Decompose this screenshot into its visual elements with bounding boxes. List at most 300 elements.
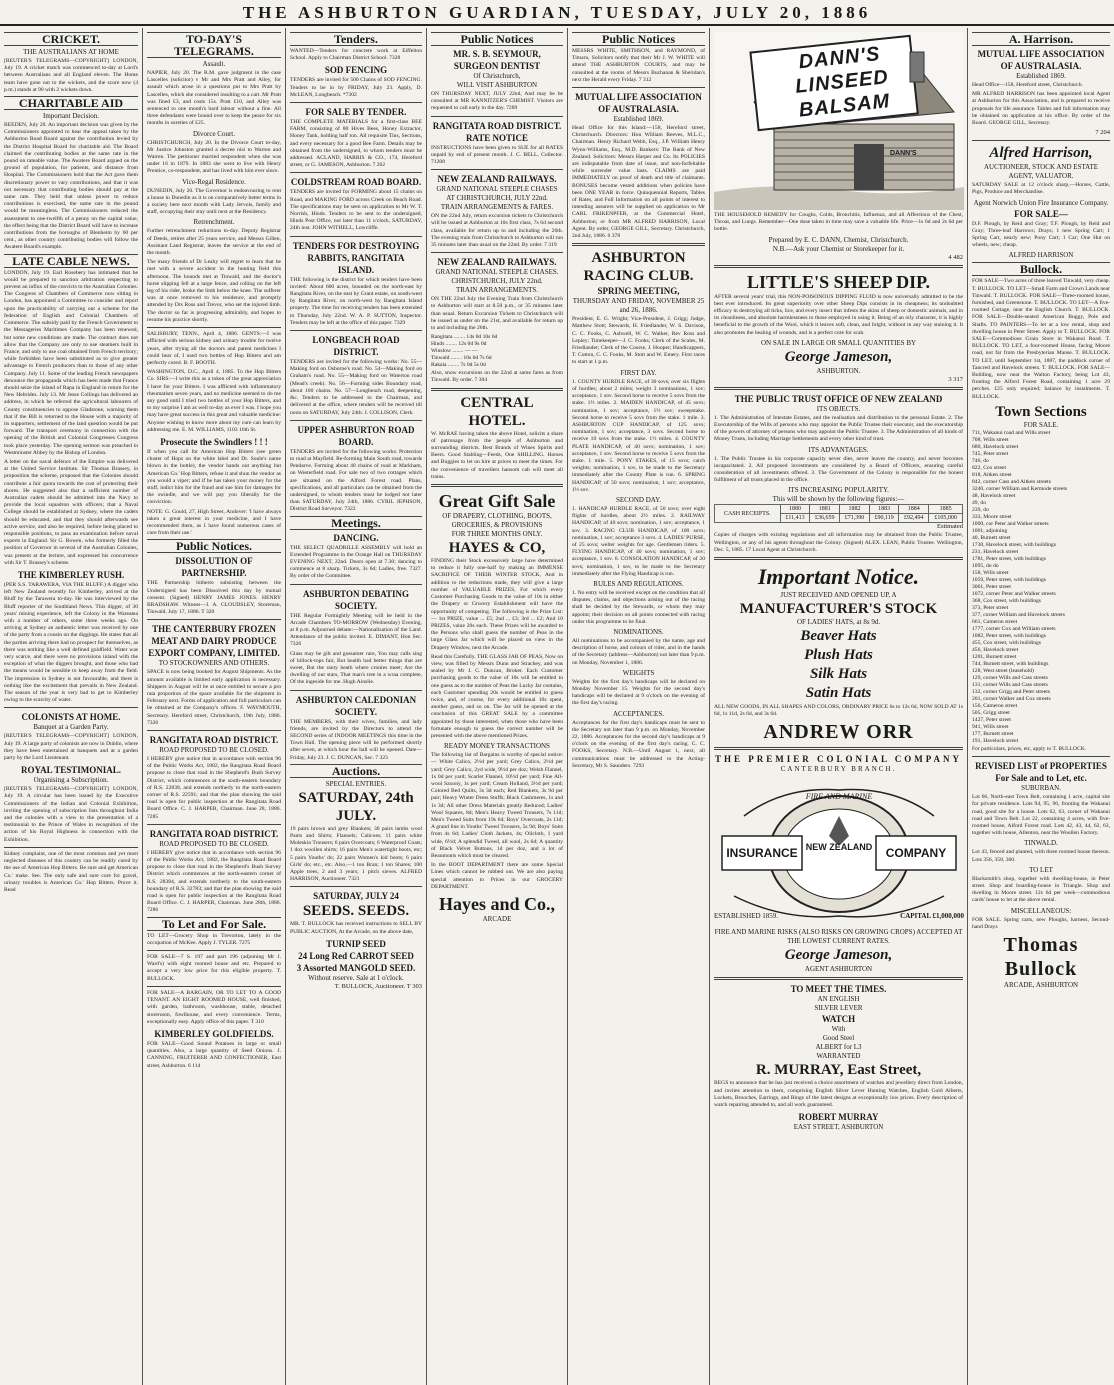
crest-established: ESTABLISHED 1859. bbox=[714, 912, 778, 921]
properties-subheading: TO LET bbox=[1029, 865, 1053, 874]
town-section-item: 661, Cameron street bbox=[972, 618, 1018, 625]
section-heading: Meetings. bbox=[290, 516, 422, 530]
receipt-amount: £105,000 bbox=[929, 514, 963, 523]
agent-name: George Jameson, bbox=[784, 947, 893, 964]
sale-merchant: HAYES & CO, bbox=[448, 540, 546, 557]
auction-signature: T. BULLOCK, Auctioneer. T 303 bbox=[334, 982, 422, 990]
section-heading: Public Notices bbox=[431, 32, 563, 46]
section-subheading: Vice-Regal Residence. bbox=[182, 177, 246, 186]
auction-item: 24 Long Red CARROT SEED bbox=[298, 950, 414, 961]
advertisement-text: WASHINGTON, D.C., April 4, 1885. To the Hop Bitters Co. SIRS:—I write this as a token of the great appreciation I have for your Bitters. I was afflicted with inflammatory rheumatism seven years, and no medicine seemed to do me any good until I tried two bottles of your Hop Bitters, and to my surprise I am as well to-day as ever I was. I hope you may have great success in this great and valuable medicine: Anyone wishing to know more about my cure can learn by addressing me. E. M. WILLIAMS, 1103 16th St. bbox=[147, 369, 281, 433]
divider bbox=[431, 388, 563, 391]
notice-heading: ASHBURTON RACING CLUB. bbox=[583, 250, 694, 285]
notice-heading: RANGITATA ROAD DISTRICT. RATE NOTICE bbox=[432, 120, 562, 143]
sheep-dip-sale: ON SALE IN LARGE OR SMALL QUANTITIES BY bbox=[760, 338, 917, 347]
receipt-year: 1885 bbox=[929, 505, 963, 514]
notice-heading: NEW ZEALAND RAILWAYS. bbox=[437, 257, 557, 268]
section-subheading: Banquet at a Garden Party. bbox=[33, 723, 109, 732]
article-text: (PER S.S. TARAWERA, VIA THE BLUFF.) A digger who left New Zealand recently for Kimberley, arrived at the Bluff by the Tarawera to-day. He was interviewed by the Bluff reporter of the Southland News. This digger, of 30 years' mining experience, left the Colony in the Wareatea with a number of others, some three weeks ago. On arriving at Sydney an authentic letter was received by one of the party from a cousin on the diggings. He states that all the parties arriving there had no prospect for themselves, as there was nothing like a well defined goldfield. Water was very scarce, and there were no provisions inland with the exception of what the diggers brought, and those who had the means would be sensible to keep away from the field. The impression in Sydney is not favourable, and there is nothing like the excitement that prevails in New Zealand. The season of the year is very bad to get to Kimberley owing to the scarcity of water. bbox=[4, 582, 138, 704]
jeweller-text: BEGS to announce that he has just received a choice assortment of watches and jewellery direct from London, and invites attention to them, comprising English Silver Lever Hunting Watches, English Gold Alberts, Lockets, Brooches, Earrings, and Rings of the latest designs at exceptionally low prices. Every description of watch repairing attended to, and all work guaranteed. bbox=[714, 1080, 963, 1109]
divider bbox=[714, 747, 963, 750]
insurance-crest bbox=[714, 776, 963, 926]
hats-price: OF LADIES' HATS, at 8s 9d. bbox=[796, 618, 881, 627]
section-subheading: THE AUSTRALIANS AT HOME bbox=[23, 48, 119, 56]
properties-text: Blacksmith's shop, together with dwelling-house, in Peter street. Shop and boarding-house in Triangle. Shop and dwelling in Moore street. 12s 6d per week—commodious cards' house to let at the above rental. bbox=[972, 875, 1110, 904]
receipts-note: Estimated bbox=[937, 523, 963, 531]
town-section-item: 131, corner Wills and Cass streets bbox=[972, 681, 1048, 688]
for-sale-agent: ALFRED HARRISON bbox=[1008, 251, 1074, 260]
section-heading: COLONISTS AT HOME. bbox=[21, 712, 121, 723]
sale-subheading: READY MONEY TRANSACTIONS bbox=[444, 742, 550, 751]
divider bbox=[290, 886, 422, 887]
divider bbox=[572, 87, 705, 88]
watch-line: With bbox=[831, 1025, 846, 1034]
divider bbox=[4, 847, 138, 848]
notice-text: All nominations to be accompanied by the name, age and description of horse, and colours of rider, and in the hands of the Secretary (address—Ashburton) not later than 9 p.m. on Monday, November 1, 1886. bbox=[572, 637, 705, 666]
hat-type: Satin Hats bbox=[805, 685, 872, 702]
notice-text: 1. HANDICAP HURDLE RACE, of 50 sovs; over eight flights of hurdles, about 2½ miles. 2. RAILWAY HANDICAP, of 40 sovs; nomination, 1 sov; acceptance, 1 sov. 3. RACING CLUB HANDICAP, of 100 sovs; nomination, 1 sov; acceptance 3 sovs. 4. LADIES' PURSE, of 25 sovs; welter weights for age. Gentlemen riders. 5. FLYING HANDICAP, of 40 sovs; nomination, 1 sov; acceptance, 1 sov. 6. CONSOLATION HANDICAP, of 20 sovs; nomination, 1 sov, to be made to the Secretary immediately after the Flying Handicap is run. bbox=[572, 505, 705, 577]
properties-text: Lot 66, North-east Town Belt, containing 1 acre, capital site for private residence. Lots 94, 95, 96, fronting the Wakanui road, good site for a house. Lots 62, 63, corner of Wakanui road and Town Belt. Lot 22, containing 4 acres, with five-roomed house, Alford Forest road. Lots 42, 43, 44, 62, 63, together with house, Allenton, near the Woollen Factory. bbox=[972, 794, 1110, 837]
article-text: CHRISTCHURCH, July 20. In the Divorce Court to-day, Mr Justice Johnston granted a decree nisi to Warren and Warren. The petitioner married respondent when she was under 16 in 1879. In 1883 she went to live with Henry Prentice, co-respondent, and has lived with him ever since. bbox=[147, 139, 281, 175]
public-trust-subheading: ITS INCREASING POPULARITY. bbox=[788, 486, 889, 495]
notice-heading: KIMBERLEY GOLDFIELDS. bbox=[154, 1028, 274, 1039]
crest-capital: CAPITAL £1,000,000 bbox=[900, 912, 964, 921]
notice-subheading: SECOND DAY. bbox=[615, 495, 662, 504]
article-text: A letter on the naval defence of the Empire was delivered at the United Service Institute. Sir Thomas Brassey, in proposition the scheme, proposed that the Colonies should contribute a fair quota towards the cost of protecting their shores. He suggested also that a sufficient number of Australian cadets should be admitted into the Navy to provide the local squadron with officers; that a Naval College should be established at Sydney, where the cadets should be educated, and that they should afterwards see active service, and also be required, before being placed to responsible positions, to pass an examination before naval experts in England. Sir G. Bowen, who formerly filled the position of Governor in several of the Australian Colonies, was present at the lecture, and expressed his concurrence with Sir T. Brassey's scheme. bbox=[4, 458, 138, 566]
fare-row: Winslow ........ — — bbox=[431, 348, 478, 355]
section-heading: Prosecute the Swindlers ! ! ! bbox=[160, 436, 268, 447]
notice-heading: DANCING. bbox=[333, 532, 379, 543]
notice-text: I HEREBY give notice that in accordance with section 96 of the Public Works Act, 1882, the Rangitata Road Board propose to close that road in the Shepherd's Bush Survey District, which commences at the south-eastern boundary of R.S. 22838, and extends northerly to the north-eastern corner of R.S. 22591; and that the plan showing the said road is open for public inspection at the Rangitata Road Board Office. C. J. HARPER, Chairman. June 28, 1886. 7285 bbox=[147, 756, 281, 820]
advert-number: 7 204 bbox=[1095, 129, 1110, 137]
divider bbox=[147, 986, 281, 987]
article-text: [REUTER'S TELEGRAMS—COPYRIGHT] LONDON, July 19. A large party of colonists are now in Dublin, where they have been entertained at banquets and at a garden party by the Lord Lieutenant. bbox=[4, 733, 138, 762]
notice-subheading: CHRISTCHURCH, JULY 22nd. bbox=[451, 277, 543, 286]
agent-town: ASHBURTON. bbox=[816, 366, 861, 375]
hats-stock: MANUFACTURER'S STOCK bbox=[739, 601, 938, 618]
hats-intro: JUST RECEIVED AND OPENED UP, A bbox=[780, 591, 897, 600]
notice-text: ON THURSDAY NEXT, JULY 22nd, And may be be consulted at MR KANNITZER'S CHEMIST. Visitors are requested to call early in the day. 7289 bbox=[431, 91, 563, 112]
meeting-text: THE SELECT QUADRILLE ASSEMBLY will hold an Extended Programme in the Orange Hall on THURSDAY EVENING NEXT, 22nd. Doors open at 7.30; dancing to commence at 8 sharp. Tickets, 3s 6d; Ladies, free. 7327. By order of the Committee. bbox=[290, 544, 422, 580]
town-section-item: 711, Wakanui road and Wills street bbox=[972, 429, 1051, 436]
classified-text: FOR SALE—7 S. 197 and part 196 (adjoining Mr J. Ward's) with eight roomed house and etc. Prepared to accept a very low price for this eligible property. T. BULLOCK. bbox=[147, 954, 281, 982]
sale-text: FINDING their Stock excessively large have determined to reduce it fully one-half by making an IMMENSE SACRIFICE OF THEIR WINTER STOCK, And in addition to the reductions made, they will give a large number of VALUABLE PRIZES, For which every Customer Purchasing Goods to the value of 10s in either the Drapery or Grocery Establishment will have the opportunity of competing. The following is the Prize List:— 1st PRIZE, value ... £5; 2nd ... £3; 3rd ... £2; And 10 PRIZES, value 20s each. These Prizes will be awarded to the Persons who shall guess the number of Peas in the large Glass Jar which will be placed on view in the Drapery Window, next the Arcade. bbox=[431, 558, 563, 651]
auctioneer-text: SATURDAY SALE at 12 o'clock sharp,—Horses, Cattle, Pigs, Produce and Merchandise. bbox=[972, 182, 1110, 196]
divider bbox=[431, 252, 563, 253]
notice-heading: ASHBURTON CALEDONIAN SOCIETY. bbox=[295, 694, 417, 717]
sheep-dip-heading: LITTLE'S SHEEP DIP. bbox=[747, 271, 930, 292]
public-trust-text: Copies of charges with existing regulations and all information may be obtained from the Public Trustee, Wellington, or any of his agents throughout the Colony. (Signed) ALEX. LEAN, Public Trustee. Wellington, Dec. 5, 1885. 17 Local Agent at Christchurch. bbox=[714, 532, 963, 553]
town-section-item: 239, do bbox=[972, 506, 989, 513]
auctioneer-title: AUCTIONEER, STOCK AND ESTATE AGENT, VALUATOR. bbox=[983, 163, 1099, 181]
section-heading: Bullock. bbox=[972, 262, 1110, 276]
notice-subheading: WILL VISIT ASHBURTON bbox=[456, 81, 538, 89]
town-section-item: 132, corner Grigg and Peter streets bbox=[972, 688, 1050, 695]
merchant-name: ANDREW ORR bbox=[763, 721, 914, 744]
column-4 bbox=[427, 28, 568, 1385]
notice-subheading: Of Christchurch, bbox=[473, 72, 521, 80]
town-section-item: 368, Cox street, with buildings bbox=[972, 597, 1041, 604]
town-section-item: 1000, cor Peter and Walker streets bbox=[972, 520, 1049, 527]
article-text: Kidney complaint, one of the most common and yet most neglected diseases of this country can be readily cured by the use of American Hop Bitters. Be sure and get American Co.' make. See. The only safe and sure cure for gravel, urinary troubles is American Co.' Hop Bitters. Prove it. Read bbox=[4, 850, 138, 893]
notice-heading: SOD FENCING bbox=[324, 65, 388, 76]
section-heading: Tenders. bbox=[290, 32, 422, 46]
crest-right-text: COMPANY bbox=[885, 846, 947, 861]
hat-type: Silk Hats bbox=[809, 666, 868, 683]
auction-item: 3 Assorted MANGOLD SEED. bbox=[296, 962, 416, 973]
receipt-year: 1883 bbox=[869, 505, 899, 514]
hats-list bbox=[714, 627, 963, 703]
tender-text: TENDERS are invited for 500 Chains of SOD FENCING. Tenders to be in by FRIDAY, July 23. Apply, D. McLEAN, Longbeach. *7302 bbox=[290, 77, 422, 98]
town-section-item: 333, Moore street bbox=[972, 513, 1012, 520]
crest-name: NEW ZEALAND bbox=[805, 842, 873, 853]
fare-row: Rakaia ........ 7s 0d 5s 0d bbox=[431, 362, 486, 369]
town-section-item: 505, Grigg street bbox=[972, 709, 1010, 716]
divider bbox=[714, 387, 963, 390]
notice-text: President, E. G. Wright; Vice-President, J. Grigg; Judge, Matthew Stott; Stewards, H. Friedlander, W. S. Davison, C. C. Fooks, C. Ashwell, W. C. Walker, Rev Ross and Lepley; Timekeeper—J. C. Fooks; Clerk of the Scales, M. Friedlander; Clerk of the Course, J. Hooper; Handicappers, T. Cotton, C. C. Fooks, M. Stott and W. Emery. First races to start at 1 p.m. bbox=[572, 316, 705, 366]
advertisement-text: SALISBURY, TENN., April 4, 1886. GENTS:—I was afflicted with serious kidney and urinary trouble for twelve years, after trying all the doctors and patent medicines I could hear of, I used two bottles of Hop Bitters and am perfectly cured. B. F. BOOTH. bbox=[147, 331, 281, 366]
divider bbox=[290, 420, 422, 421]
newspaper-title: THE ASHBURTON GUARDIAN, TUESDAY, JULY 20, 1886 bbox=[242, 3, 872, 22]
town-section-item: 377, corner William and Havelock streets bbox=[972, 611, 1065, 618]
receipt-amount: £90,119 bbox=[869, 514, 899, 523]
notice-text: MR ALFRED HARRISON has been appointed local Agent at Ashburton for this Association, and is prepared to receive proposals for life assurance. Tables and full information may be obtained on application at his office. By order of the Board. GEORGE GILL, Secretary. bbox=[972, 91, 1110, 127]
hats-text: ALL NEW GOODS, IN ALL SHAPES AND COLORS, ORDINARY PRICE 6s to 12s 6d, NOW SOLD AT 1s 6d, 1s 11d, 2s 6d, and 3s 6d. bbox=[714, 704, 963, 718]
divider bbox=[572, 243, 705, 246]
town-sections-note: For particulars, prices, etc, apply to T. BULLOCK. bbox=[972, 745, 1087, 752]
notice-text: I HEREBY give notice that in accordance with section 96 of the Public Works Act, 1882, the Rangitata Road Board propose to close that road in the Shepherd's Bush Survey District which commences at the north-eastern corner of R.S. 28384, and extends northerly to the south-eastern boundary of R.S. 32783; and that the plan showing the said road is open for public inspection at the Rangitata Road Board Office. C. J. HARPER, Chairman. June 28th, 1886. 7286 bbox=[147, 849, 281, 914]
town-section-item: 48, Havelock street bbox=[972, 492, 1016, 499]
column-7 bbox=[968, 28, 1114, 1385]
town-section-item: 1095, do do bbox=[972, 562, 999, 569]
town-sections-subheading: FOR SALE. bbox=[1023, 420, 1059, 429]
receipt-amount: £71,390 bbox=[840, 514, 870, 523]
column-3 bbox=[286, 28, 427, 1385]
sale-merchant: Hayes and Co., bbox=[438, 894, 555, 915]
column-2 bbox=[143, 28, 286, 1385]
town-section-item: 1427, Peter street bbox=[972, 716, 1011, 723]
tender-text: THE following is the district for which tenders have been invited: About 600 acres, bounded on the north-east by Rangitata River, on the east by Grant estate, on south-west by Rangitata River, on north-west by Rangitata Island property. The time for receiving tenders has been extended to Thursday, July 22nd. W. A. P. SUTTON, Inspector. Tenders may be left at the office of this paper. 7329 bbox=[290, 276, 422, 326]
town-section-item: 3240, corner William and Kermode streets bbox=[972, 485, 1068, 492]
meeting-text: THE MEMBERS, with their wives, families, and lady friends, are invited by the Directors to attend the SECOND series of INDOOR MEETINGS this time in the Town Hall. The opening piece will be performed shortly after seven, at which hour the hall will be opened. Date—Friday, July 23. J. C. DUNCAN, Sec. 7 323 bbox=[290, 718, 422, 761]
town-sections-heading: Town Sections bbox=[995, 403, 1087, 420]
section-heading: LATE CABLE NEWS. bbox=[4, 254, 138, 268]
town-section-item: 1001, adjoining bbox=[972, 527, 1008, 534]
divider bbox=[290, 584, 422, 585]
town-section-item: 1201, Burnett street bbox=[972, 653, 1017, 660]
important-notice-heading: Important Notice. bbox=[757, 564, 920, 590]
notice-text: MESSRS WHITE, SMITHSON, and RAYMOND, of Timaru, Solicitors notify that their Mr J. W. WHITE will attend THE ASHBURTON COURTS, and may be consulted at the rooms of Messrs Buchanan & Sheridan's next the Herald every Friday. 7 312 bbox=[572, 48, 705, 83]
notice-heading: UPPER ASHBURTON ROAD BOARD. bbox=[297, 424, 415, 447]
notice-subheading: SPECIAL ENTRIES. bbox=[325, 779, 387, 788]
poem-text: Glass may be gilt and gossamer rare, You may calls sing of hillock-tops fair, But health had better things that are sweet, But the ranty heath where cronies meet; Are the dwelling of our stars, That man's tree in a wraa complete, Of the ingeside for me. Hugh Ainslie. bbox=[290, 650, 422, 686]
column-1 bbox=[0, 28, 143, 1385]
divider bbox=[290, 172, 422, 173]
town-section-item: 128, West street (leasehold) bbox=[972, 667, 1034, 674]
agent-town: AGENT ASHBURTON bbox=[804, 965, 873, 974]
notice-subheading: RULES AND REGULATIONS. bbox=[593, 579, 684, 588]
properties-text: Lot 43, fenced and planted, with three roomed house thereon. Lots 356, 358, 360. bbox=[972, 849, 1110, 863]
notice-heading: SURGEON DENTIST bbox=[453, 61, 541, 71]
insurance-text: FIRE AND MARINE RISKS (ALSO RISKS ON GROWING CROPS) ACCEPTED AT THE LOWEST CURRENT RATES. bbox=[714, 928, 963, 946]
divider bbox=[714, 265, 963, 268]
advertisement-text: If when you call for American Hop Bitters (see green cluster of Hops on the white label and Dr. Soule's name blown in the bottle), the vendor hands out anything but American Co.' Hop Bitters, refuse it and shun the vendor as you would a viper; and if he has taken your money for the stuff, indict him for the fraud and sue him for damages for the swindle, and we will pay you liberally for the conviction. bbox=[147, 448, 281, 506]
divider bbox=[972, 140, 1110, 141]
watch-line: AN ENGLISH bbox=[817, 995, 860, 1004]
auctioneer-name: Alfred Harrison, bbox=[989, 145, 1093, 162]
town-section-item: 373, Peter street bbox=[972, 604, 1009, 611]
insurance-heading: THE PREMIER COLONIAL COMPANY bbox=[714, 754, 963, 765]
notice-text: SPACE is now being booked for August Shipments. As the amount available is limited early application is necessary. Shippers in August will be at once entitled to secure a pro rata proportion of the space available for the shipment in February next. Forms of application and full particulars can be obtained at the Company's offices. F. WAYMOUTH, Secretary. Hereford street, Christchurch, 19th July, 1886. 7326 bbox=[147, 669, 281, 726]
auction-date: SATURDAY, JULY 24 bbox=[313, 891, 399, 902]
notice-heading: LONGBEACH ROAD DISTRICT. bbox=[312, 335, 400, 358]
divider bbox=[431, 116, 563, 117]
article-text: DUNEDIN, July 20. The Governor is endeavouring to rent a house in Dunedin as it is on comparatively better terms in a society here next month with Lady Jervois, family and staff, occupying their stay until next at the Residency. bbox=[147, 187, 281, 216]
section-heading: CHARITABLE AID bbox=[4, 96, 138, 110]
sale-subheading: OF DRAPERY, CLOTHING, BOOTS, GROCERIES, & PROVISIONS bbox=[442, 512, 552, 530]
town-section-item: 156, Cameron street bbox=[972, 702, 1018, 709]
town-section-item: 455, Cox street, with buildings bbox=[972, 639, 1041, 646]
notice-heading: RANGITATA ROAD DISTRICT. bbox=[149, 828, 279, 839]
watch-line: Good Steel bbox=[822, 1034, 855, 1043]
notice-heading: MR. S. B. SEYMOUR, bbox=[453, 49, 541, 59]
fare-row: Rangitata ........ 14s 0d 10s 6d bbox=[431, 334, 498, 341]
hotel-text: W. McRAE having taken the above Hotel, solicits a share of patronage from the people of Ashburton and surrounding districts. Best Brands of Wines Spirits and Beers. Good Stabling—Feeds, One SHILLING. Horses and Buggies to let on hire at prices to meet the times. For the convenience of travellers hansom cab will meet all trains. bbox=[431, 430, 563, 480]
public-trust-text: 1. The Public Trustee in his corporate capacity never dies, never leaves the country, and never becomes incapacitated. 2. All proposed investments are considered by a Board of Officers, ensuring careful consideration of all investments offered. 3. The Government of the Colony is responsible for the honest fulfilment of all trusts placed in the office. bbox=[714, 455, 963, 484]
public-trust-subheading: ITS OBJECTS. bbox=[816, 404, 861, 413]
receipt-year: 1881 bbox=[810, 505, 840, 514]
divider bbox=[147, 619, 281, 620]
auction-heading: SEEDS. SEEDS. bbox=[302, 903, 410, 920]
notice-subheading: AT CHRISTCHURCH, JULY 22nd. bbox=[446, 194, 548, 203]
fares-table bbox=[431, 334, 563, 369]
notice-text: 1. No entry will be received except on the condition that all disputes, claims, and objections arising out of the racing shall be decided by the Stewards, or whom they may appoint; their decision on all points connected with racing under this programme to be final. bbox=[572, 589, 705, 625]
notice-subheading: SPRING MEETING, bbox=[597, 286, 680, 297]
for-sale-text: D.F. Plough, by Reid and Gray; T.F. Plough, by Reid and Gray; Three-leaf Harrows; Drays; 1 new Spring Cart; 1 Spring Cart, nearly new; Pony Cart; 1 Car; One Hut on wheels, new; cheap. bbox=[972, 220, 1110, 249]
town-section-item: 1781, Peter street, with buildings bbox=[972, 555, 1046, 562]
auction-item: TURNIP SEED bbox=[326, 938, 386, 949]
column-6 bbox=[710, 28, 968, 1385]
divider bbox=[714, 557, 963, 560]
notice-subheading: Established 1869. bbox=[613, 115, 664, 124]
divider bbox=[147, 824, 281, 825]
article-text: The many friends of Dr Leahy will regret to learn that he met with a severe accident in the hunting field this afternoon. The hounds met at Tinwald, and the doctor's horse slipping fell at a large fence, and rolling on the left leg of his rider, broke the limb below the knee. The sufferer was at once removed to his residence, and promptly attended by Drs Ross and Trevor, who set the injured limb. The doctor so far is progressing admirably, and hopes to resume his practice shortly. bbox=[147, 259, 281, 323]
properties-subheading: MISCELLANEOUS: bbox=[1010, 906, 1072, 915]
hat-type: Plush Hats bbox=[804, 647, 873, 664]
fare-row: Tinwald ........ 10s 0d 7s 6d bbox=[431, 355, 492, 362]
for-sale-heading: FOR SALE— bbox=[1014, 208, 1068, 219]
classified-text: FOR SALE—Good Sound Potatoes in large or small quantities. Also, a large quantity of Seed Onions. J. CANNING, FRUITERER AND CONFECTIONER, East street, Ashburton. 6 114 bbox=[147, 1040, 281, 1069]
crest-left-text: INSURANCE bbox=[726, 846, 798, 861]
town-section-item: 191, Havelock street bbox=[972, 737, 1019, 744]
receipt-year: 1882 bbox=[840, 505, 870, 514]
receipt-amount: £11,413 bbox=[780, 514, 810, 523]
properties-subheading: TINWALD. bbox=[1024, 839, 1058, 848]
receipt-year: 1884 bbox=[899, 505, 929, 514]
notice-text: Also, snow excursions on the 22nd at same fares as from Tinwald. By order. 7 304 bbox=[431, 370, 563, 384]
properties-heading: REVISED LIST of PROPERTIES For Sale and to Let, etc. bbox=[975, 761, 1107, 784]
town-section-item: 40, Burnett street bbox=[972, 534, 1011, 541]
article-text: LONDON, July 19. Earl Rosebery has intimated that he would be prepared to sanction arbitration respecting to prevent an influx of the convicts to the Australian Colonies. The Congress of Chambers of Commerce now sitting in London, has appointed a Committee to consider and report upon the practicability of carrying out a scheme for the federation of English and Colonial Chambers of Commerce. The subsidy paid by the French Government to the Messageries Maritimes Company has been renewed, but some new conditions are made. The contract does not allow that the Company are only to use steamers built in France, and only to use coal obtained from French territory; while forbidden have been substituted as to give greater advantage to French producers than to those of any other Company. July 11. Some of the leading French newspapers denounce the propaganda which has been made that France should seize the island of Rapa in England in return for the New Hebrides. July 13. Mr Jesse Collings has delivered an address, in which he referred the agricultural labourers of County constituencies to oppose Gladstone, warning them that if the Bill is returned to the House with a majority of its supporters, settlement of the land question would be put forward. The transport ceremony in connection with the opening of the British and Colonial Congresses Congress took place yesterday. The opening sermon was preached in Westminster Abbey by the Bishop of London. bbox=[4, 269, 138, 456]
notice-heading: NEW ZEALAND RAILWAYS. bbox=[437, 174, 557, 185]
divider bbox=[147, 950, 281, 951]
town-section-item: 1777, corner Cox and William streets bbox=[972, 625, 1056, 632]
town-section-item: 129, corner Wills and Cass streets bbox=[972, 674, 1048, 681]
sale-text: Read this Carefully. THE GLASS JAR OF PEAS, Now on view, was filled by Messrs Dunn and Strachey, and was sealed by Mr J. C. Duncan, Broker. Each Customer purchasing goods to the value of 10s will be entitled to one guess as to the number of Peas the Lucky Jar contains, each Customer spending 20s would be entitled to guess twice, and, of course, for every additional 10s spent, another guess, and so on. The Jar will be opened at the conclusion of this GREAT SALE by a committee appointed by those interested, when those who have been fortunate enough to guess the correct number will be presented with the above mentioned Prizes. bbox=[431, 653, 563, 739]
classified-text: FOR SALE—A BARGAIN, OR TO LET TO A GOOD TENANT. AN EIGHT ROOMED HOUSE, well finished, with garden, bathroom, washhouse, stable, detached storeroom, fowlhouse, and every convenience. Terms, exceptionally easy. Apply office of this paper. T 310 bbox=[147, 989, 281, 1025]
section-subheading: Organising a Subscription. bbox=[33, 776, 109, 785]
town-section-item: 680, Havelock street bbox=[972, 443, 1019, 450]
divider bbox=[4, 707, 138, 708]
auction-date: SATURDAY, 24th JULY. bbox=[298, 789, 414, 824]
notice-text: THE Partnership hitherto subsisting between the Undersigned has been Dissolved this day by mutual consent. (Signed) HENRY JAMES JONES. HENRY BRADSHAW. Witness—J. A. CLOUDSLEY, Storeman, Tinwald. July 17, 1886. T 320 bbox=[147, 580, 281, 616]
town-section-item: 1072, corner Peter and Walker streets bbox=[972, 590, 1056, 597]
notice-subheading: GRAND NATIONAL STEEPLE CHASES. bbox=[435, 268, 559, 277]
crest-top-text: FIRE AND MARINE bbox=[805, 792, 873, 802]
notice-heading: FOR SALE BY TENDER. bbox=[305, 107, 407, 118]
town-section-item: 201, corner Walker and Cox streets bbox=[972, 695, 1051, 702]
divider bbox=[147, 730, 281, 731]
auction-text: MR. T. BULLOCK has received instructions to SELL BY PUBLIC AUCTION, At the Arcade, on the above date, bbox=[290, 921, 422, 935]
watch-line: WARRANTED bbox=[816, 1052, 861, 1061]
section-heading: Public Notices bbox=[572, 32, 705, 46]
section-subheading: Important Decision. bbox=[43, 112, 99, 121]
town-section-item: 746, do bbox=[972, 457, 989, 464]
section-heading: THE KIMBERLEY RUSH. bbox=[17, 570, 125, 580]
notice-heading: TENDERS FOR DESTROYING RABBITS, RANGITATA ISLAND. bbox=[292, 240, 420, 275]
section-heading: Auctions. bbox=[290, 764, 422, 778]
notice-heading: COLDSTREAM ROAD BOARD. bbox=[290, 177, 422, 188]
town-section-item: 941, Wills street bbox=[972, 723, 1009, 730]
notice-heading: MUTUAL LIFE ASSOCIATION OF AUSTRALASIA. bbox=[977, 49, 1105, 71]
town-section-item: 231, Havelock street bbox=[972, 548, 1019, 555]
town-section-item: 842, corner Cass and Aitken streets bbox=[972, 478, 1051, 485]
town-section-item: 708, Wills street bbox=[972, 436, 1009, 443]
remedy-maker: Prepared by E. C. DANN, Chemist, Christchurch. bbox=[768, 235, 909, 244]
column-5 bbox=[568, 28, 710, 1385]
public-trust-subheading: ITS ADVANTAGES. bbox=[808, 445, 869, 454]
receipt-amount: £36,659 bbox=[810, 514, 840, 523]
notice-text: Head Office for this Island:—158, Hereford street, Christchurch. Directors: Hon William Reeves, M.L.C., Chairman. Henry Richard Webb, Esq., J.P. William Henry Wynn-Williams, Esq., M.D. Bankers: The Bank of New Zealand. Solicitors: Messrs Harper and Co. Its POLICIES are indisputable from date of issue, and non-forfeitable while surrender value lasts. CLAIMS are paid IMMEDIATELY on proof of death and title of claimants. BONUSES become vested additions when policies have been ONE YEAR in force. Quinquennial Reports, Tables of Rates, and Full Information on all points of interest to intending assurers will be supplied on application to Mr CARL FRIKENPFER, at the Commercial Hotel, Ashburton; or from MR ALFRED HARRISON, Local Agent. By order, GEORGE GILL, Secretary. Christchurch, 2nd July, 1886. 6 378 bbox=[572, 125, 705, 240]
tender-text: TENDERS are invited for FORMING about 15 chains on Road, and MAKING FORD across Creek on Beach Road. The specifications may be seen on application to Mr W. T. Norrish, Hinds. Tenders to be sent to the undersigned, Hinds Post Office, not later than 11 o'clock, SATURDAY, 24th inst. JOHN WITHELL, Lowcliffe. bbox=[290, 189, 422, 232]
divider bbox=[147, 327, 281, 328]
notice-subheading: ACCEPTANCES. bbox=[613, 709, 664, 718]
section-heading: ROYAL TESTIMONIAL. bbox=[20, 765, 122, 776]
section-heading: A. Harrison. bbox=[972, 32, 1110, 46]
classified-text: FOR SALE—Two acres of three leaved Tinwald, very cheap. T. BULLOCK. TO LET—Small Farm and Crown Lands near Tinwald. T. BULLOCK. FOR SALE—Three-roomed house, furnished, and Greenstone. T. BULLOCK. TO LET—A five-roomed Cottage, near the English Church. T. BULLOCK. FOR SALE—Double-seated American Buggy, Pole and Shafts. TO PAINTERS—To let at a low rental, shop and dwelling house in Peter Street. Apply to T. BULLOCK. FOR SALE—Commodious Grain Store in Wakanui Road. T. BULLOCK. TO LET, a four-roomed House, facing Moore road, not far from the Presbyterian Manse. T. BULLOCK. TO LET, until September 1st, 1887, the paddock corner of Tancred and Havelock streets. T. BULLOCK. FOR SALE—Building, now near the Walton Factory, being Lot 43, fronting the Alford Forest Road, containing 1 acre 29 perches. £25 only required; balance by instalments. T. BULLOCK. bbox=[972, 278, 1110, 400]
hat-type: Beaver Hats bbox=[800, 628, 877, 645]
town-section-item: 1059, Peter street, with buildings bbox=[972, 576, 1046, 583]
auctioneer-address: ARCADE, ASHBURTON bbox=[1003, 980, 1079, 989]
receipt-year: 1880 bbox=[780, 505, 810, 514]
notice-subheading: ROAD PROPOSED TO BE CLOSED. bbox=[159, 746, 269, 755]
insurance-subheading: CANTERBURY BRANCH. bbox=[780, 765, 897, 774]
auction-text: 19 pairs brown and grey Blankets; 30 pairs lambs wool Pants and Shirts; Flannels; Calicoes; 11 pairs white Moleskin Trousers; 6 pairs Overcoats; 6 Waterproof Coats; 1 doz woollen shirts; 16 pairs Men's watertight boots, etc; 5 pairs Youths' do; 22 pairs Women's kid boots; 6 pairs Girls' do; etc., etc. Also,—1 ton Bran; 1 ton Shares; 100 Apple trees, 2 and 3 years; 1 pitch sieves. ALFRED HARRISON, Auctioneer. 7321 bbox=[290, 825, 422, 883]
section-heading: CRICKET. bbox=[4, 32, 138, 46]
remedy-text: THE HOUSEHOLD REMEDY for Coughs, Colds, Bronchitis, Influenza, and all Affections of the Chest, Throat, and Lungs. Remember—One dose taken in time may save a valuable life. Price—1s 6d and 2s 6d per bottle. bbox=[714, 212, 963, 233]
public-trust-text: 1. The Administration of Intestate Estates, and the realisation and distribution to the personal Estate. 2. The Executorship of the Wills of persons who may appoint the Public Trustee their executor, and the executorship of the powers of attorney of persons who may appoint the Public Trustee. 3. The Administration of all kinds of Money Trusts, including Marriage Settlements and every other kind of trust. bbox=[714, 414, 963, 443]
advert-number: 4 482 bbox=[948, 253, 963, 261]
sale-address: ARCADE bbox=[482, 915, 512, 924]
notice-text: INSTRUCTIONS have been given to SUE for all RATES unpaid by end of present month. J. C. BELL, Collector. 71208 bbox=[431, 144, 563, 166]
receipts-label: CASH RECEIPTS. bbox=[715, 505, 781, 523]
divider bbox=[714, 977, 963, 980]
sale-text: In the BOOT DEPARTMENT there are some Special Lines which cannot be rubbed out. We are also paying special attention to Prices in our GROCERY DEPARTMENT. bbox=[431, 862, 563, 890]
notice-subheading: GRAND NATIONAL STEEPLE CHASES bbox=[436, 185, 558, 194]
jeweller-heading: R. MURRAY, East Street, bbox=[755, 1062, 922, 1079]
receipt-amount: £92,494 bbox=[899, 514, 929, 523]
town-section-item: 158, Wills street bbox=[972, 569, 1009, 576]
section-subheading: Divorce Court. bbox=[193, 129, 235, 138]
advertisement-text: NOTE: G. Gould, 27, High Street, Andover: 'I have always taken a great interest in your medicine, and I have recommended them, as I have found numerous cases of cure from their use.' bbox=[147, 508, 281, 537]
town-section-item: 3061, Peter street bbox=[972, 583, 1011, 590]
notice-heading: MUTUAL LIFE ASSOCIATION OF AUSTRALASIA. bbox=[575, 92, 702, 115]
notice-subheading: ROAD PROPOSED TO BE CLOSED. bbox=[159, 839, 269, 848]
article-text: BEEDEN, July 20. An important decision was given by the Commissioners appointed to hear the appeal taken by the Ashburton Road Board against the contribution levied by the District Hospital Board for charitable aid. The Board claimed the contributing bodies at the same rate in the pound on rateable value. The Awatere Board argued on the ground of population, for patients, and distance from Hospital. The Commissioners hold that the Act gave them discretionary power to vary contributions, and that it was not necessary that contributing bodies should pay at the same rate. They held that unless power to reduce contributions is exercised, the same rate in the pound would be meaningless. The Commissioners reduced the assessment to one-twelfth of a penny on the capital value, the effect being that the District Board will have to increase contributions from the boroughs of Blenheim by 60 per cent., as other country contributing bodies will follow the Awatere Board's example. bbox=[4, 122, 138, 251]
sale-heading: Great Gift Sale bbox=[438, 491, 556, 512]
remedy-note: N.B.—Ask your Chemist or Storekeeper for it. bbox=[772, 244, 905, 253]
notice-subheading: WEIGHTS bbox=[622, 668, 655, 677]
public-trust-note: This will be shown by the following figures:— bbox=[772, 495, 905, 504]
section-heading: To Let and For Sale. bbox=[147, 917, 281, 931]
public-trust-heading: THE PUBLIC TRUST OFFICE OF NEW ZEALAND bbox=[734, 393, 943, 404]
town-section-item: 1730, Havelock street, with buildings bbox=[972, 541, 1056, 548]
classified-text: TO LET—Grocery Shop in Trevorton, lately in the occupation of McKee. Apply J. TYLER. 7275 bbox=[147, 932, 281, 946]
auctioneer-name: Thomas Bullock bbox=[1003, 933, 1079, 980]
town-sections-list bbox=[972, 430, 1110, 745]
notice-text: Acceptances for the first day's handicaps must be sent to the Secretary not later than 9 p.m. on Monday, November 22, 1886. Acceptances for the second day's handicaps at 9 o'clock on the evening of the first day's racing. C. C. FOOKS, Secretary. N.B.—Until August 1, next, all communications must be addressed to the Acting-Secretary, Mr S. Saunders. 7293 bbox=[572, 719, 705, 769]
auctioneer-text: Agent Norwich Union Fire Insurance Company. bbox=[973, 198, 1109, 207]
watch-line: SILVER LEVER bbox=[814, 1004, 863, 1013]
bottle-label: DANN'S bbox=[890, 150, 917, 157]
agent-name: George Jameson, bbox=[784, 348, 893, 365]
town-section-item: 49, do bbox=[972, 499, 986, 506]
notice-subheading: TO STOCKOWNERS AND OTHERS. bbox=[158, 659, 270, 668]
watch-line: ALBERT for L3 bbox=[815, 1043, 862, 1052]
dann-linseed-balsam-illustration bbox=[714, 32, 963, 210]
jeweller-address: EAST STREET, ASHBURTON bbox=[793, 1123, 884, 1132]
notice-text: ON the 22nd July, return excursion tickets to Christchurch will be issued at Ashburton at 10s first class, 7s 6d second class, available for return up to and including the 26th. The evening train from Christchurch to Ashburton will run 35 minutes later than usual on the 22nd. By order. 7 319 bbox=[431, 213, 563, 249]
notice-text: 1. COUNTY HURDLE RACE, of 30 sovs; over six flights of hurdles; about 2 miles; weight 3 nominations, 1 sov; acceptance, 1 sov. Second horse to receive 5 sovs from the stake. 1½ miles. 2. MAIDEN HANDICAP, of 45 sovs; nomination, 1 sov; acceptance, 1½ sov; sweepstake. Second horse to receive 5 sovs from the stake. 1 mile. 3. ASHBURTON CUP HANDICAP, of 125 sovs; nomination, 1 sov; acceptance, 3 sovs. Second horse to receive 10 sovs from the stake. 1½ miles. 4. COUNTY PLATE HANDICAP, of 40 sovs; nomination, 1 sov; acceptance, 1 sov. Second horse to receive 5 sovs from the stake. 1 mile. 5. PONY STAKES, of 15 sovs; catch weights; nomination, 1 sov, to be made to the Secretary immediately after the County Plate is run. 6. SPRING HANDICAP, of 50 sovs; nomination, 1 sov; acceptance, 1½ sov. bbox=[572, 378, 705, 493]
divider bbox=[290, 690, 422, 691]
watch-line: WATCH bbox=[821, 1014, 856, 1025]
article-text: [REUTER'S TELEGRAMS—COPYRIGHT] LONDON, July 19. A circular has been issued by the Executive Commissioners of the Indian and Colonial Exhibition, inviting the opening of subscription lists throughout India and the colonies with a view to the presentation of a testimonial to the Prince of Wales in recognition of the action of his Royal Highness in connection with the Exhibition. bbox=[4, 786, 138, 843]
tender-text: TENDERS are invited for the following works: No. 55—Making ford on Osborne's road. No. 54—Making ford on Graham's road. No. 55—Making ford on Waterton road (Mead's creek). No. 56—Forming sides Boundary road, about 100 chains. No. 57—Longbeach road, deepening, &c. Tenders to be addressed to the Chairman, and delivered at the office, where tenders will be received till noon on SATURDAY, July 24th. J. COLLISON, Clerk. bbox=[290, 359, 422, 416]
divider bbox=[290, 102, 422, 103]
town-section-item: 745, Peter street bbox=[972, 450, 1009, 457]
section-heading: Public Notices. bbox=[147, 539, 281, 553]
sale-subheading: FOR THREE MONTHS ONLY. bbox=[451, 530, 543, 539]
town-section-item: 818, Aitken street bbox=[972, 471, 1012, 478]
masthead bbox=[0, 0, 1114, 26]
tender-text: WANTED—Tenders for concrete work at Eiffelton School. Apply to Chairman District School. 7328 bbox=[290, 48, 422, 62]
notice-text: ON THE 22nd July the Evening Train from Christchurch to Ashburton will start at 8.50 p.m., or 35 minutes later than usual. Return Excursion Tickets to Christchurch will be issued as under on the 21st, and available for return up to and including the 26th. bbox=[431, 296, 563, 332]
tender-text: TENDERS are invited for the following works: Protection to road at Mayfield. Re-forming Main South road, towards Pendarve. Forming about 40 chains of road at Markham, on Westerfield road. For sale two of two cottages which are situated on the Alford Forest road. Plans, specifications, and all particulars can be obtained from the undersigned, to whom tenders must be lodged not later than SATURDAY, July 24th, 1886. CYRIL JEPHSON, District Road Surveyor. 7322 bbox=[290, 448, 422, 513]
notice-heading: DISSOLUTION OF PARTNERSHIP. bbox=[175, 556, 253, 579]
advert-number: 3 317 bbox=[948, 375, 963, 383]
tender-text: THE COMPLETE MATERIALS for a first-class BEE FARM, consisting of 80 Hives Bees, Honey Extractor, Honey Tank, holding half ton. All requisite Tins, Sections, and every necessary for a good Bee Farm. Details may be obtained from the undersigned, to whom tenders must be addressed. ACLAND, HARRIS & CO., 174, Hereford street, or G. JAMESON, Ashburton. 7 262 bbox=[290, 119, 422, 169]
receipts-table bbox=[714, 504, 963, 523]
divider bbox=[290, 330, 422, 331]
jeweller-name: ROBERT MURRAY bbox=[798, 1112, 879, 1123]
notice-heading: ASHBURTON DEBATING SOCIETY. bbox=[302, 588, 410, 611]
notice-text: Weights for the first day's handicaps will be declared on Monday November 15. Weights for the second day's handicaps will be declared at 9 o'clock on the evening of the first day's racing. bbox=[572, 678, 705, 707]
watch-heading: TO MEET THE TIMES. bbox=[790, 984, 887, 995]
hotel-heading: CENTRAL HOTEL. bbox=[460, 394, 534, 429]
article-text: Further retrenchment reductions to-day. Deputy Registrar of Deeds, retires after 25 years service, and Messrs Gillen, Assistant Land Registrar, leaves the service at the end of the month. bbox=[147, 228, 281, 257]
town-section-item: 456, Havelock street bbox=[972, 646, 1019, 653]
town-section-item: 744, Burnett street, with buildings bbox=[972, 660, 1049, 667]
